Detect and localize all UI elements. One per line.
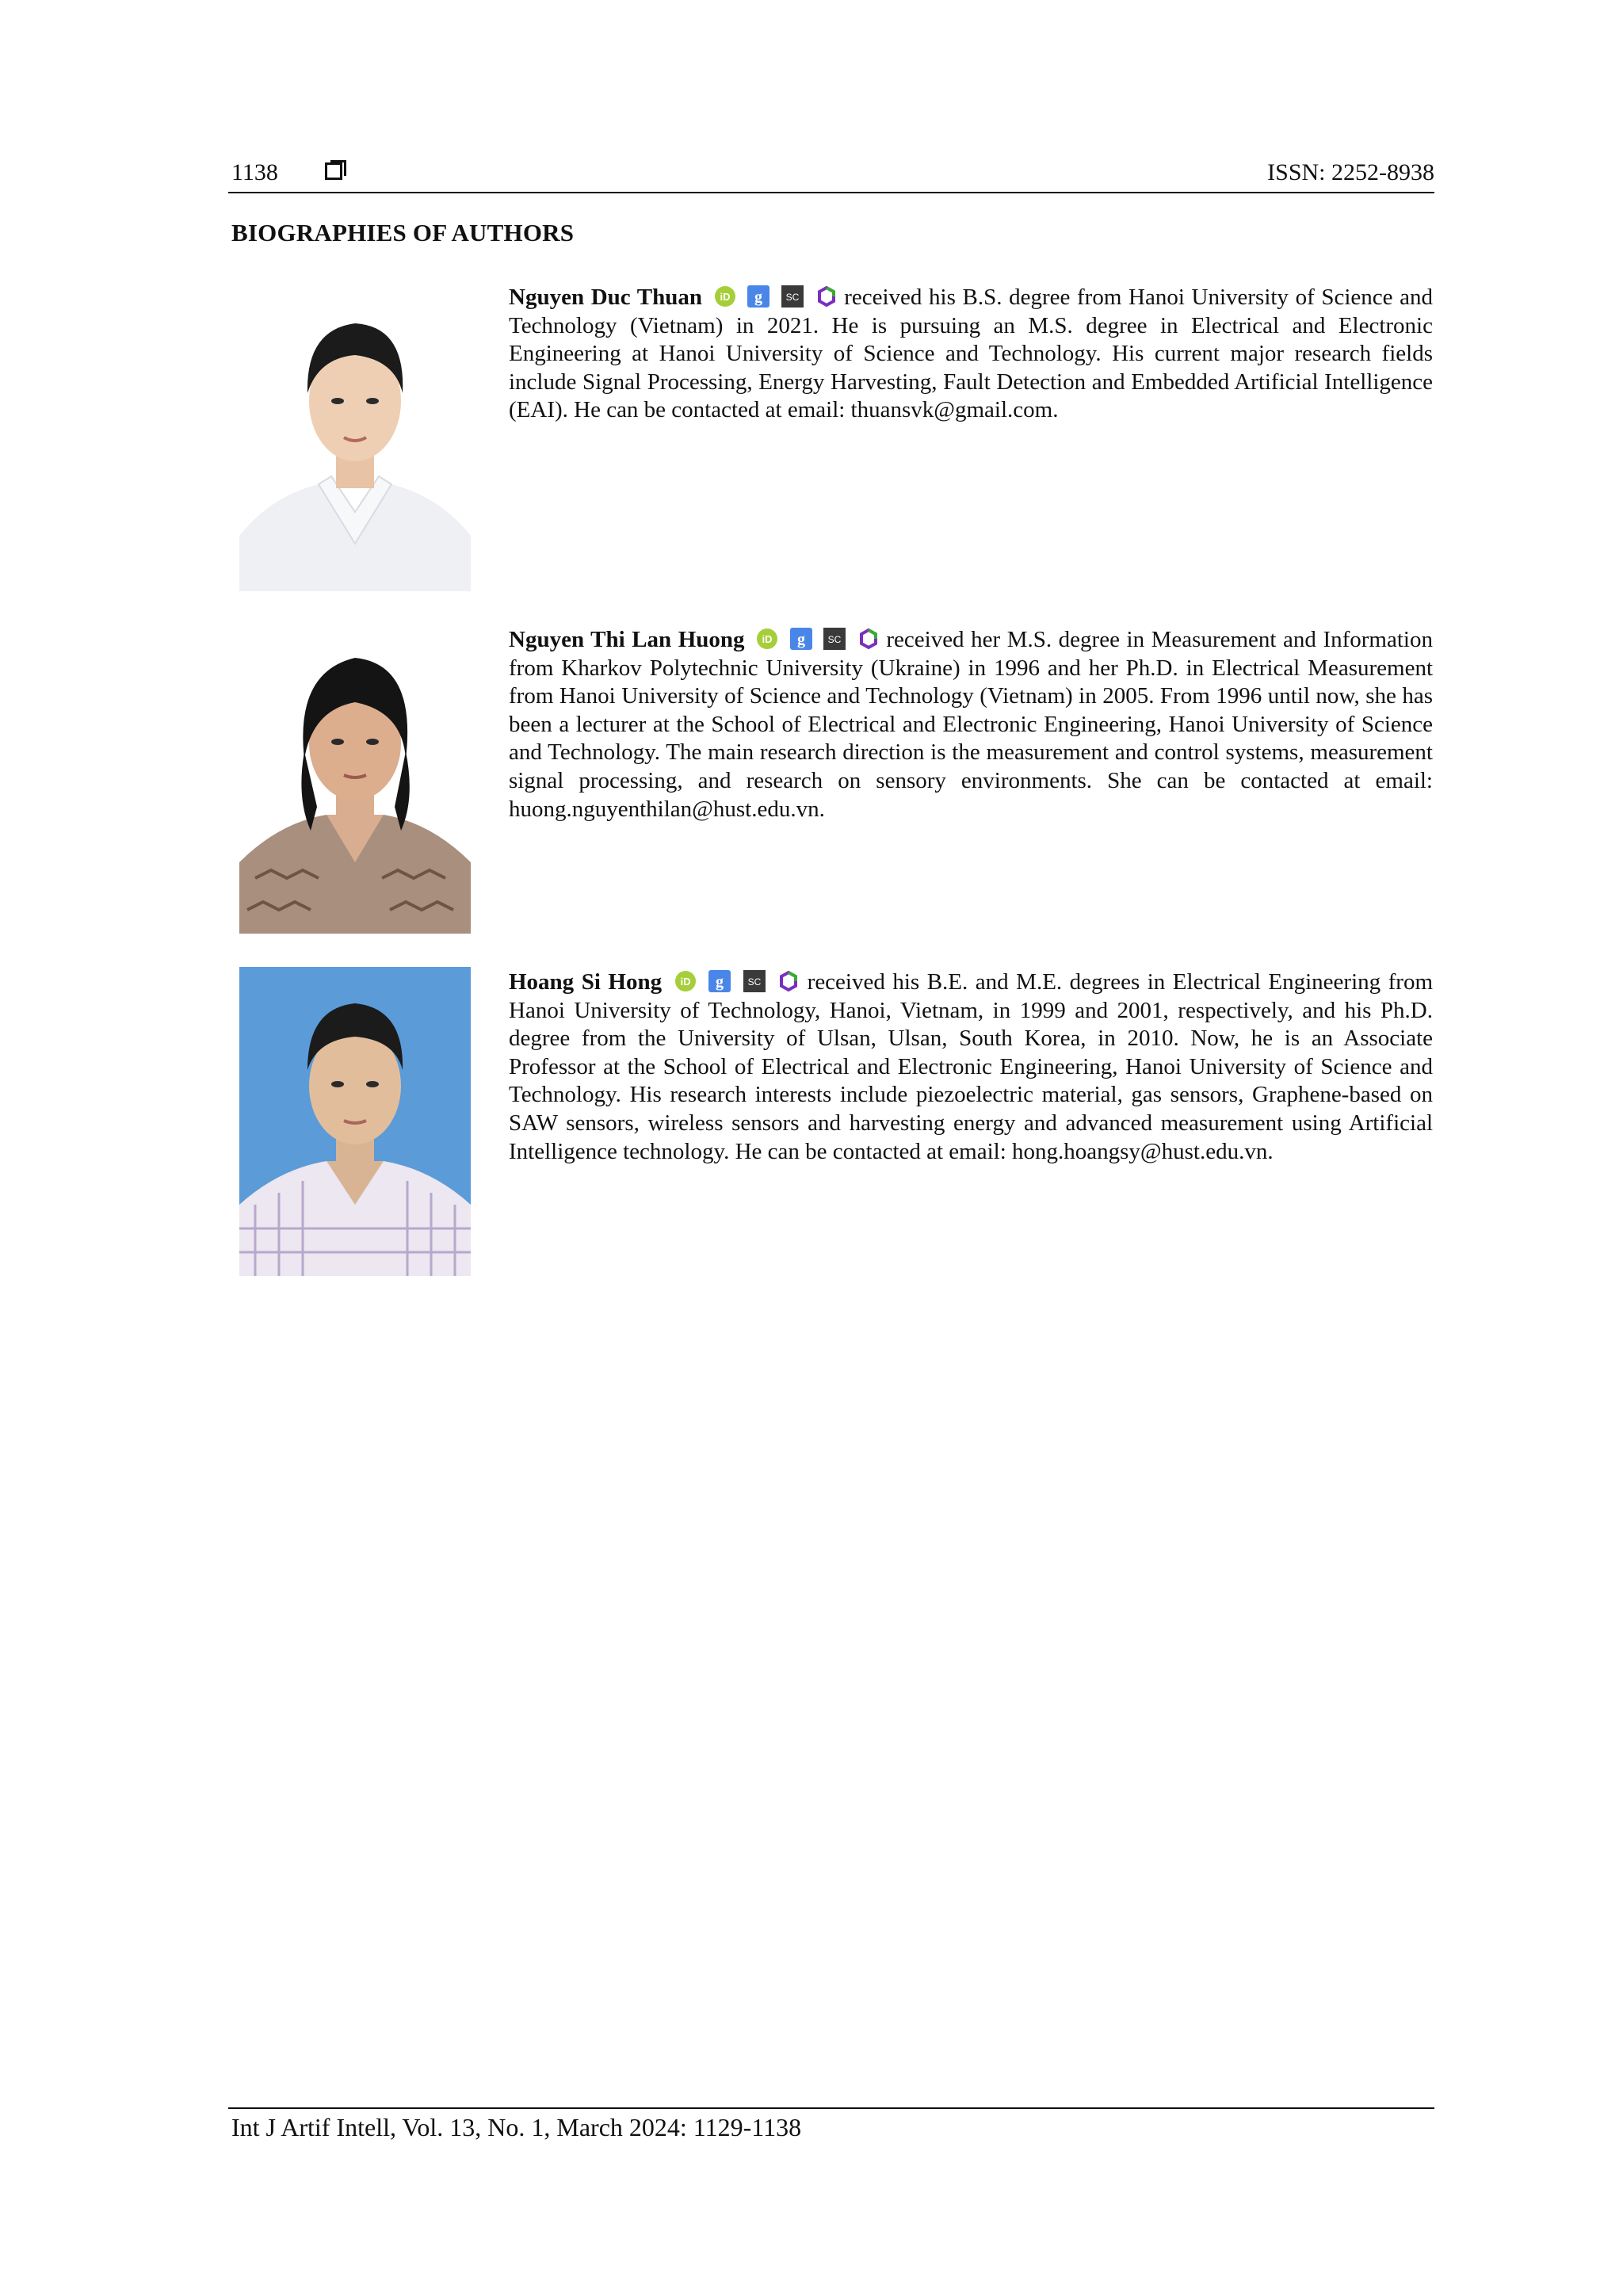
author-bio-2: [509, 626, 1433, 823]
svg-text:iD: iD: [762, 633, 773, 645]
page-header: [231, 155, 1434, 190]
svg-text:g: g: [716, 973, 724, 991]
author-bio-3: [509, 968, 1433, 1166]
google-scholar-icon[interactable]: [790, 628, 812, 650]
section-title: BIOGRAPHIES OF AUTHORS: [231, 219, 575, 246]
svg-text:iD: iD: [720, 291, 731, 303]
svg-text:SC: SC: [785, 292, 800, 303]
google-scholar-icon[interactable]: [708, 970, 731, 992]
author-bio-text: received his B.S. degree from Hanoi University of Science and Technology (Vietnam) in 2021. He is pursuing an M.S. degree in Electrical and Electronic Engineering at Hanoi University of Science and Technology. His current major research fields include Signal Processing, Energy Harvesting, Fault Detection and Embedded Artificial Intelligence (EAI). He can be contacted at email: thuansvk@gmail.com.: [509, 285, 1434, 423]
scopus-icon[interactable]: [781, 285, 804, 308]
svg-text:SC: SC: [747, 976, 761, 988]
publons-icon[interactable]: [857, 628, 880, 650]
svg-text:SC: SC: [827, 634, 842, 645]
author-name: Nguyen Thi Lan Huong: [509, 627, 745, 652]
orcid-icon[interactable]: [756, 628, 778, 650]
author-name: Nguyen Duc Thuan: [509, 285, 702, 310]
author-name: Hoang Si Hong: [509, 969, 663, 995]
scopus-icon[interactable]: [823, 628, 846, 650]
author-bio-1: [509, 284, 1433, 425]
author-photo-1: [239, 282, 471, 591]
author-bio-text: received her M.S. degree in Measurement and Information from Kharkov Polytechnic University (Ukraine) in 1996 and her Ph.D. in Electrical Measurement from Hanoi University of Science and Technology (Vietnam) in 2005. From 1996 until now, she has been a lecturer at the School of Electrical and Electronic Engineering, Hanoi University of Science and Technology. The main research direction is the measurement and control systems, measurement signal processing, and research on sensory environments. She can be contacted at email: huong.nguyenthilan@hust.edu.vn.: [509, 627, 1433, 822]
publons-icon[interactable]: [815, 285, 838, 308]
orcid-icon[interactable]: [714, 285, 736, 308]
orcid-icon[interactable]: [674, 970, 697, 992]
google-scholar-icon[interactable]: [747, 285, 769, 308]
author-photo-2: [239, 625, 471, 934]
issn: ISSN: 2252-8938: [1267, 159, 1434, 185]
svg-text:g: g: [796, 631, 805, 648]
svg-text:iD: iD: [680, 976, 691, 988]
page-number: 1138: [231, 159, 278, 185]
footer-rule: [228, 2107, 1434, 2109]
svg-text:g: g: [754, 288, 763, 306]
publons-icon[interactable]: [777, 970, 800, 992]
footer-citation: Int J Artif Intell, Vol. 13, No. 1, March 2024: 1129-1138: [231, 2113, 802, 2141]
shadow-box-icon: [325, 162, 342, 180]
header-rule: [228, 192, 1434, 193]
author-photo-3: [239, 967, 471, 1276]
scopus-icon[interactable]: [743, 970, 766, 992]
author-bio-text: received his B.E. and M.E. degrees in Electrical Engineering from Hanoi University of Technology, Hanoi, Vietnam, in 1999 and 2001, respectively, and his Ph.D. degree from the University of Ulsan, Ulsan, South Korea, in 2010. Now, he is an Associate Professor at the School of Electrical and Electronic Engineering, Hanoi University of Science and Technology. His research interests include piezoelectric material, gas sensors, Graphene-based on SAW sensors, wireless sensors and harvesting energy and advanced measurement using Artificial Intelligence technology. He can be contacted at email: hong.hoangsy@hust.edu.vn.: [509, 969, 1434, 1164]
